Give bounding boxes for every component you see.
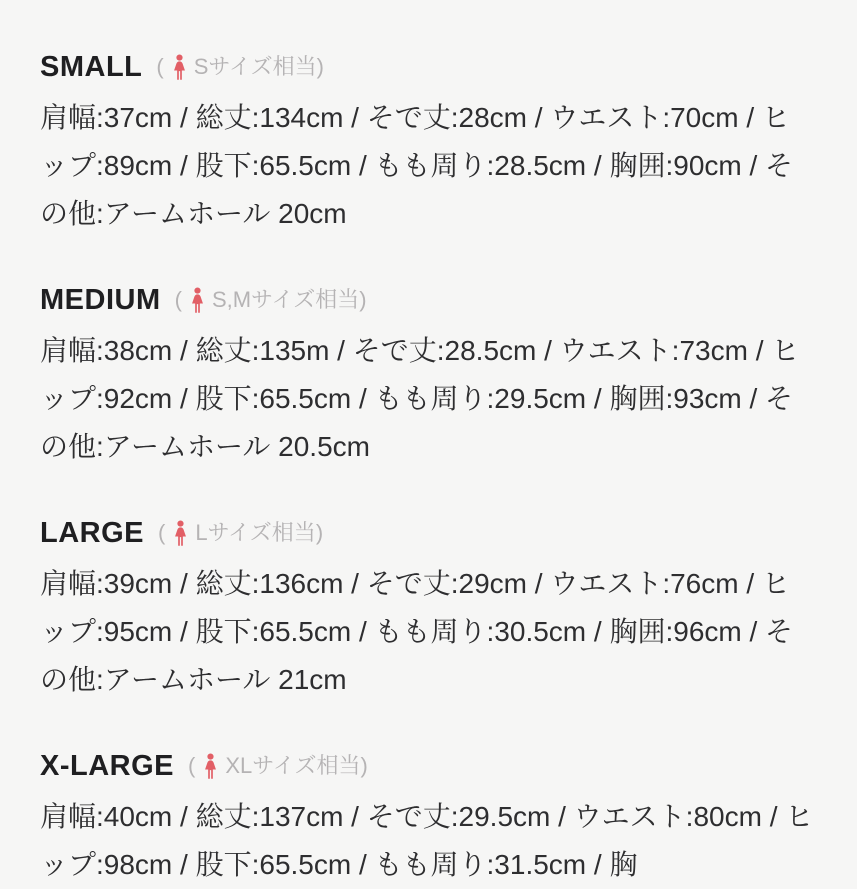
size-equivalent (175, 283, 367, 317)
size-section-medium (40, 283, 817, 471)
size-name: MEDIUM (40, 284, 161, 316)
paren-open: ( (174, 287, 182, 312)
measurements-text: 肩幅:39cm / 総丈:136cm / そで丈:29cm / ウエスト:76cm / ヒップ:95cm / 股下:65.5cm / もも周り:30.5cm / 胸囲:96cm / その他:アームホール 21cm (40, 568, 794, 695)
paren-close: ) (316, 54, 324, 79)
woman-icon (203, 753, 218, 780)
size-equivalent-label: Sサイズ相当 (193, 54, 317, 79)
measurements-text: 肩幅:38cm / 総丈:135m / そで丈:28.5cm / ウエスト:73cm / ヒップ:92cm / 股下:65.5cm / もも周り:29.5cm / 胸囲:93cm / その他:アームホール 20.5cm (40, 335, 800, 462)
size-header (40, 516, 817, 550)
size-header (40, 283, 817, 317)
paren-close: ) (360, 753, 368, 778)
size-header (40, 749, 817, 783)
size-equivalent-label: S,Mサイズ相当 (211, 287, 360, 312)
size-section-small (40, 50, 817, 238)
size-name: LARGE (40, 517, 144, 549)
size-equivalent (156, 50, 324, 84)
paren-close: ) (315, 520, 324, 545)
measurements-text: 肩幅:40cm / 総丈:137cm / そで丈:29.5cm / ウエスト:80cm / ヒップ:98cm / 股下:65.5cm / もも周り:31.5cm / 胸 (40, 801, 814, 880)
size-equivalent (188, 749, 368, 783)
size-name: X-LARGE (40, 750, 174, 782)
size-equivalent-label: XLサイズ相当 (225, 753, 361, 778)
woman-icon (190, 287, 205, 314)
paren-open: ( (156, 54, 164, 79)
paren-open: ( (158, 520, 166, 545)
size-name: SMALL (40, 51, 143, 83)
paren-open: ( (188, 753, 196, 778)
woman-icon (173, 520, 188, 547)
size-section-large (40, 516, 817, 704)
woman-icon (172, 54, 187, 81)
size-equivalent (158, 516, 323, 550)
measurements-text: 肩幅:37cm / 総丈:134cm / そで丈:28cm / ウエスト:70cm / ヒップ:89cm / 股下:65.5cm / もも周り:28.5cm / 胸囲:90cm / その他:アームホール 20cm (40, 102, 794, 229)
size-section-xlarge (40, 749, 817, 889)
size-header (40, 50, 817, 84)
size-equivalent-label: Lサイズ相当 (195, 520, 316, 545)
paren-close: ) (359, 287, 367, 312)
